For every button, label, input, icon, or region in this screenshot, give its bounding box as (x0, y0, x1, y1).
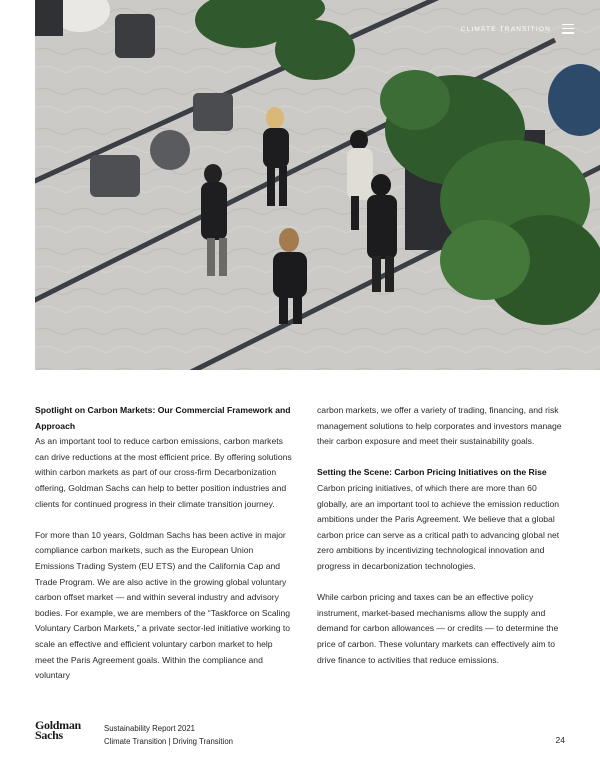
footer-info (104, 722, 233, 748)
chair (35, 0, 63, 36)
paragraph: For more than 10 years, Goldman Sachs has been active in major compliance carbon markets, such as the European Union Emissions Trading System (EU ETS) and the California Cap and Trade Program. We are also active in the growing global voluntary carbon offset market — and within several industry and advisory bodies. For example, we are members of the “Taskforce on Scaling Voluntary Carbon Markets,” a private sector-led initiative working to scale an effective and efficient voluntary carbon market to help meet the Paris Agreement goals. Within the compliance and voluntary (35, 529, 291, 681)
section-label: CLIMATE TRANSITION (460, 26, 551, 33)
right-column (317, 403, 567, 668)
left-column (35, 403, 293, 684)
atrium-photo-illustration (35, 0, 600, 370)
hero-photo (35, 0, 600, 370)
paragraph: While carbon pricing and taxes can be an effective policy instrument, market-based mechanisms allow the supply and demand for carbon allowances — or credits — to determine the price of carbon. These voluntary markets can effectively aim to drive finance to activities that reduce emissions. (317, 592, 559, 665)
paragraph: As an important tool to reduce carbon emissions, carbon markets can drive reductions at the most efficient price. By offering solutions within carbon markets as part of our cross-firm Decarbonization offering, Goldman Sachs can help to better position industries and clients for continued progress in their climate transition journey. (35, 436, 292, 509)
report-title: Sustainability Report 2021 (104, 724, 196, 733)
chair (90, 155, 140, 197)
logo-line: Goldman (35, 718, 81, 732)
heading-carbon-pricing: Setting the Scene: Carbon Pricing Initiatives on the Rise (317, 467, 547, 478)
logo-line: Sachs (35, 728, 63, 742)
heading-carbon-markets: Spotlight on Carbon Markets: Our Commercial Framework and Approach (35, 405, 291, 431)
chair (115, 14, 155, 58)
page-number: 24 (555, 735, 565, 745)
goldman-sachs-logo (35, 718, 81, 742)
paragraph: carbon markets, we offer a variety of trading, financing, and risk management solutions to help corporates and investors manage their carbon exposure and meet their sustainability goals. (317, 405, 562, 447)
hamburger-menu-icon[interactable] (562, 24, 574, 34)
footer-breadcrumb: Climate Transition | Driving Transition (104, 737, 233, 746)
side-table (150, 130, 190, 170)
chair (193, 93, 233, 131)
paragraph: Carbon pricing initiatives, of which there are more than 60 globally, are an important tool to achieve the emission reduction ambitions under the Paris Agreement. We believe that a global carbon price can serve as a critical path to advancing global net zero ambitions by incentivizing technological innovation and progress in decarbonization technologies. (317, 482, 560, 571)
